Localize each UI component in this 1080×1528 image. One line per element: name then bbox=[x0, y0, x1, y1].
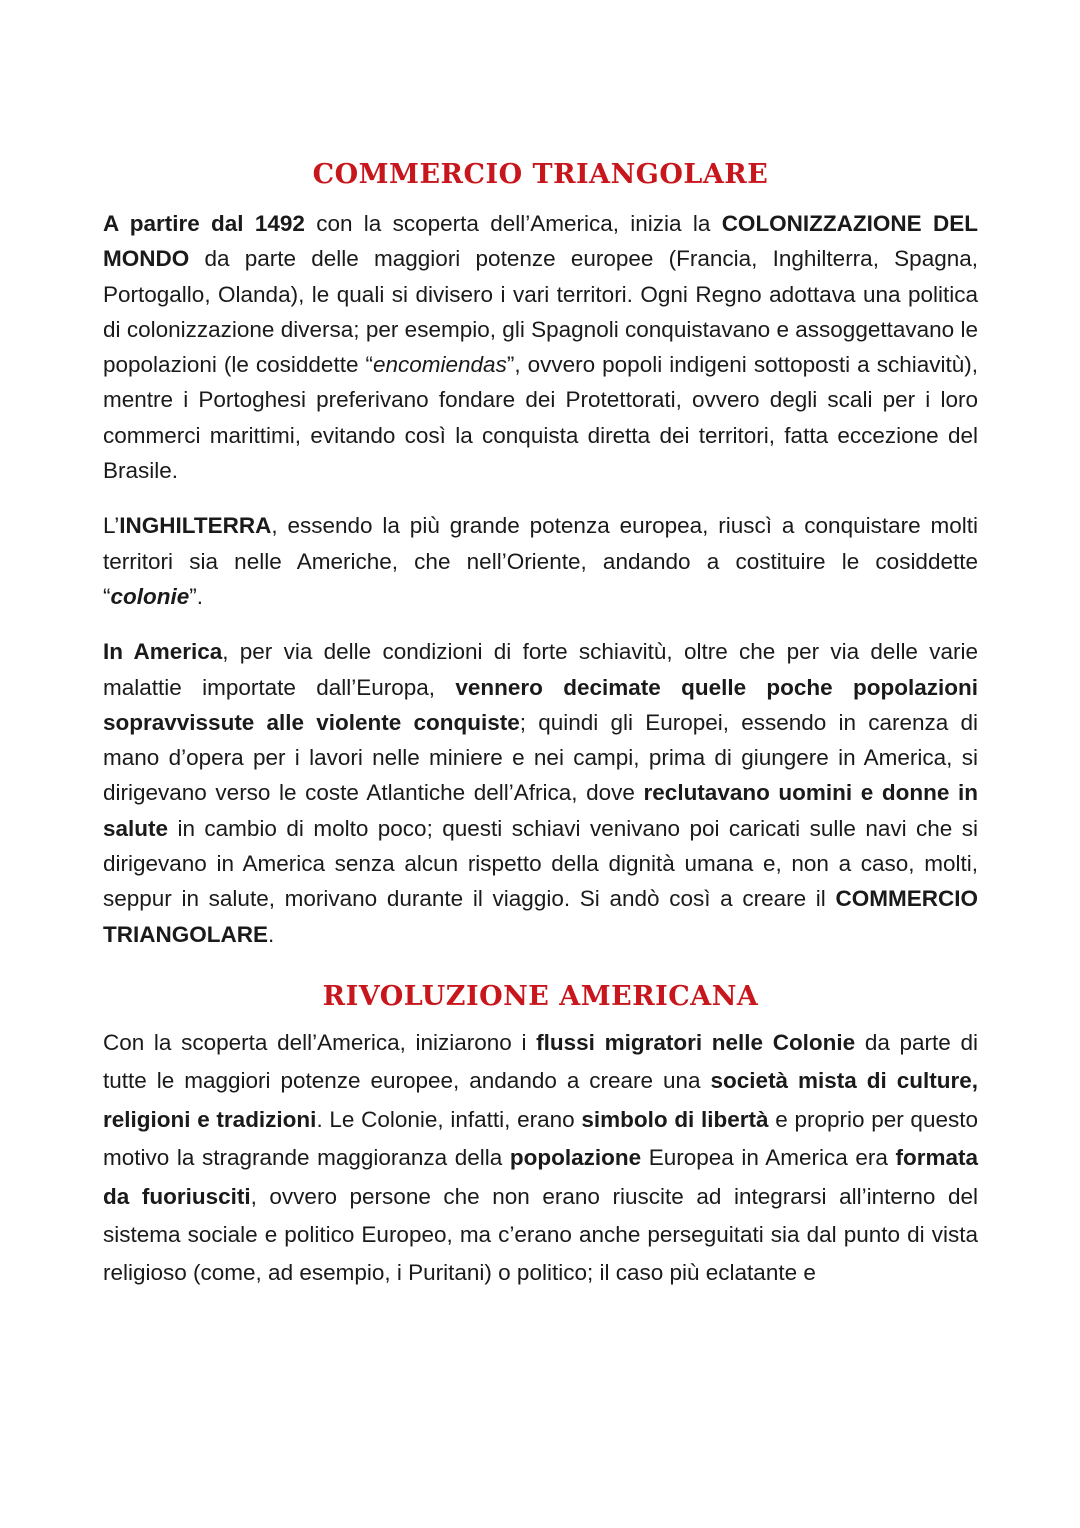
text-run: , essendo la più grande potenza europea, riuscì a conquistare molti territori sia nelle Americhe, che nell’Oriente, andando a costituire le cosiddette “ bbox=[103, 513, 978, 609]
bold-text: formata da fuoriusciti bbox=[103, 1145, 978, 1209]
bold-text: vennero decimate quelle poche popolazioni sopravvissute alle violente conquiste bbox=[103, 674, 978, 735]
emphasis-run bbox=[111, 584, 190, 609]
document-page bbox=[103, 150, 978, 1313]
text-run: da parte di tutte le maggiori potenze europee, andando a creare una bbox=[103, 1029, 978, 1094]
bold-text: INGHILTERRA bbox=[119, 513, 272, 539]
text-run: con la scoperta dell’America, inizia la bbox=[304, 211, 722, 236]
text-run: ; quindi gli Europei, essendo in carenza di mano d’opera per i lavori nelle miniere e nei campi, prima di giungere in America, si dirigevano verso le coste Atlantiche dell’Africa, dove bbox=[103, 709, 978, 806]
bold-italic-text: colonie bbox=[110, 583, 190, 609]
text-run: ”, ovvero popoli indigeni sottoposti a schiavitù), mentre i Portoghesi preferivano fondare dei Protettorati, ovvero degli scali per i loro commerci marittimi, evitando così la conquista diretta dei territori, fatta eccezione del Brasile. bbox=[103, 352, 978, 484]
paragraph-colonizzazione bbox=[103, 206, 978, 488]
italic-text: encomiendas bbox=[372, 352, 507, 378]
paragraph-inghilterra bbox=[103, 508, 978, 614]
text-run: da parte delle maggiori potenze europee (Francia, Inghilterra, Spagna, Portogallo, Olanda), le quali si divisero i vari territori. Ogni Regno adottava una politica di colonizzazione diversa; per esempio, gli Spagnoli conquistavano e assoggettavano le popolazioni (le cosiddette “ bbox=[103, 246, 978, 378]
text-run: , ovvero persone che non erano riuscite ad integrarsi all’interno del sistema sociale e politico Europeo, ma c’erano anche perseguitati sia dal punto di vista religioso (come, ad esempio, i Puritani) o politico; il caso più eclatante e bbox=[103, 1183, 978, 1286]
bold-text: reclutavano uomini e donne in salute bbox=[103, 780, 978, 841]
text-run: L’ bbox=[103, 513, 120, 539]
text-run: in cambio di molto poco; questi schiavi venivano poi caricati sulle navi che si dirigevano in America senza alcun rispetto della dignità umana e, non a caso, molti, seppur in salute, morivano durante il viaggio. Si andò così a creare il bbox=[103, 815, 978, 912]
text-run: e proprio per questo motivo la stragrande maggioranza della bbox=[103, 1106, 978, 1171]
section-title-commercio-triangolare: COMMERCIO TRIANGOLARE bbox=[312, 159, 769, 190]
paragraph-america-schiavitu bbox=[103, 634, 978, 952]
text-run: , per via delle condizioni di forte schiavitù, oltre che per via delle varie malattie importate dall’Europa, bbox=[103, 639, 979, 700]
text-run: Europea in America era bbox=[641, 1145, 896, 1171]
text-run: ”. bbox=[189, 583, 204, 609]
text-run: . Le Colonie, infatti, erano bbox=[316, 1106, 582, 1132]
text-run: . bbox=[268, 921, 275, 947]
bold-text: popolazione bbox=[509, 1145, 642, 1171]
bold-text: simbolo di libertà bbox=[581, 1106, 769, 1132]
bold-text: In America bbox=[103, 639, 223, 665]
bold-text: flussi migratori nelle Colonie bbox=[536, 1029, 856, 1055]
paragraph-flussi-migratori bbox=[103, 1024, 978, 1293]
text-run: Con la scoperta dell’America, iniziarono i bbox=[103, 1029, 537, 1055]
bold-text: società mista di culture, religioni e tradizioni bbox=[103, 1068, 978, 1132]
section-title-rivoluzione-americana: RIVOLUZIONE AMERICANA bbox=[322, 980, 759, 1012]
bold-text: A partire dal 1492 bbox=[103, 211, 305, 236]
bold-text: COLONIZZAZIONE DEL MONDO bbox=[103, 211, 978, 272]
bold-text: COMMERCIO TRIANGOLARE bbox=[103, 886, 978, 947]
